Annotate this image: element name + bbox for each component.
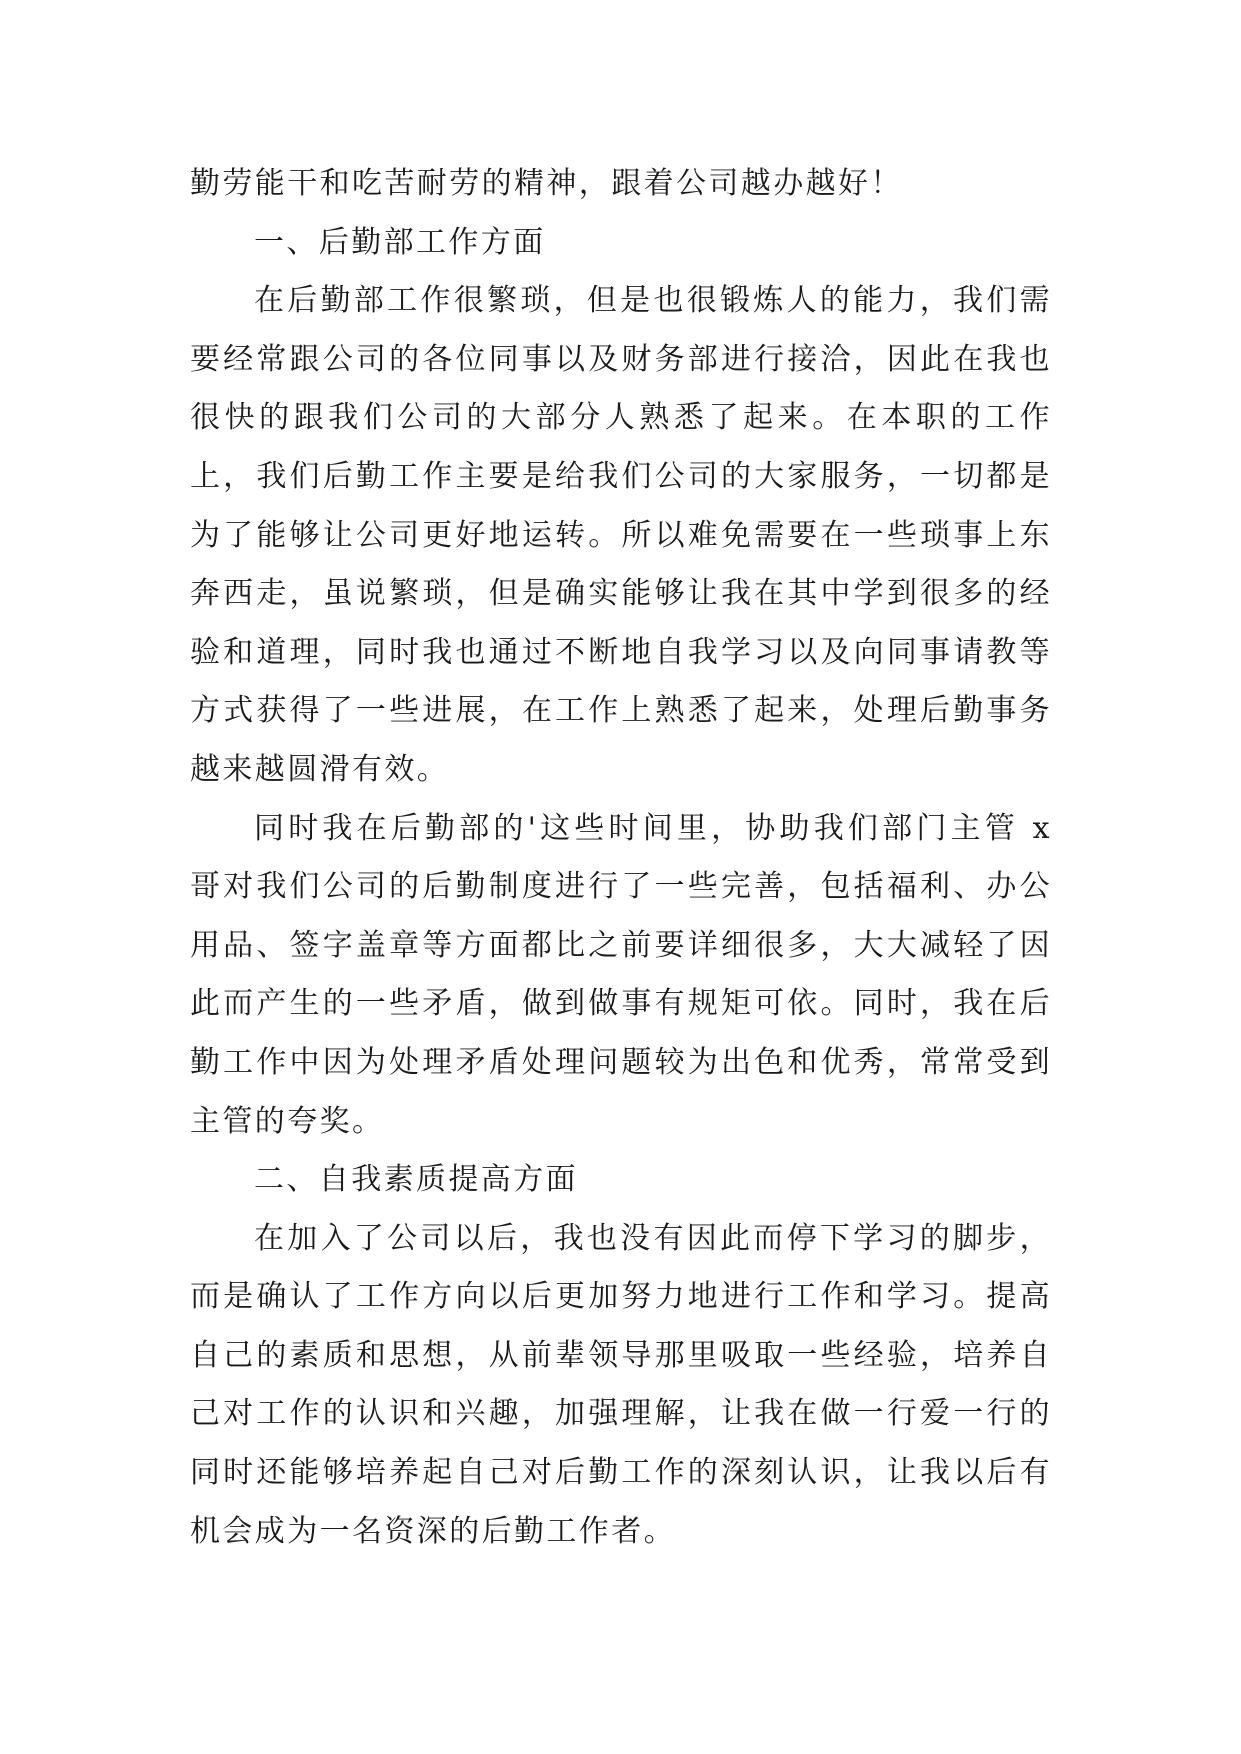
paragraph-self-improvement: 在加入了公司以后，我也没有因此而停下学习的脚步，而是确认了工作方向以后更加努力地进行工作和学习。提高自己的素质和思想，从前辈领导那里吸取一些经验，培养自己对工作的认识和兴趣，加强理解，让我在做一行爱一行的同时还能够培养起自己对后勤工作的深刻认识，让我以后有机会成为一名资深的后勤工作者。 — [190, 1220, 1052, 1549]
paragraph-logistics-system: 同时我在后勤部的'这些时间里，协助我们部门主管 x 哥对我们公司的后勤制度进行了一些完善，包括福利、办公用品、签字盖章等方面都比之前要详细很多，大大减轻了因此而产生的一些矛盾，做到做事有规矩可依。同时，我在后勤工作中因为处理矛盾处理问题较为出色和优秀，常常受到主管的夸奖。 — [190, 810, 1052, 1139]
paragraph-logistics-work: 在后勤部工作很繁琐，但是也很锻炼人的能力，我们需要经常跟公司的各位同事以及财务部进行接洽，因此在我也很快的跟我们公司的大部分人熟悉了起来。在本职的工作上，我们后勤工作主要是给我们公司的大家服务，一切都是为了能够让公司更好地运转。所以难免需要在一些琐事上东奔西走，虽说繁琐，但是确实能够让我在其中学到很多的经验和道理，同时我也通过不断地自我学习以及向同事请教等方式获得了一些进展，在工作上熟悉了起来，处理后勤事务越来越圆滑有效。 — [190, 283, 1052, 787]
paragraph-continuation: 勤劳能干和吃苦耐劳的精神，跟着公司越办越好！ — [190, 166, 903, 201]
section-heading-self-improvement: 二、自我素质提高方面 — [254, 1162, 578, 1198]
document-body — [190, 155, 1052, 1561]
section-heading-logistics: 一、后勤部工作方面 — [254, 224, 546, 260]
